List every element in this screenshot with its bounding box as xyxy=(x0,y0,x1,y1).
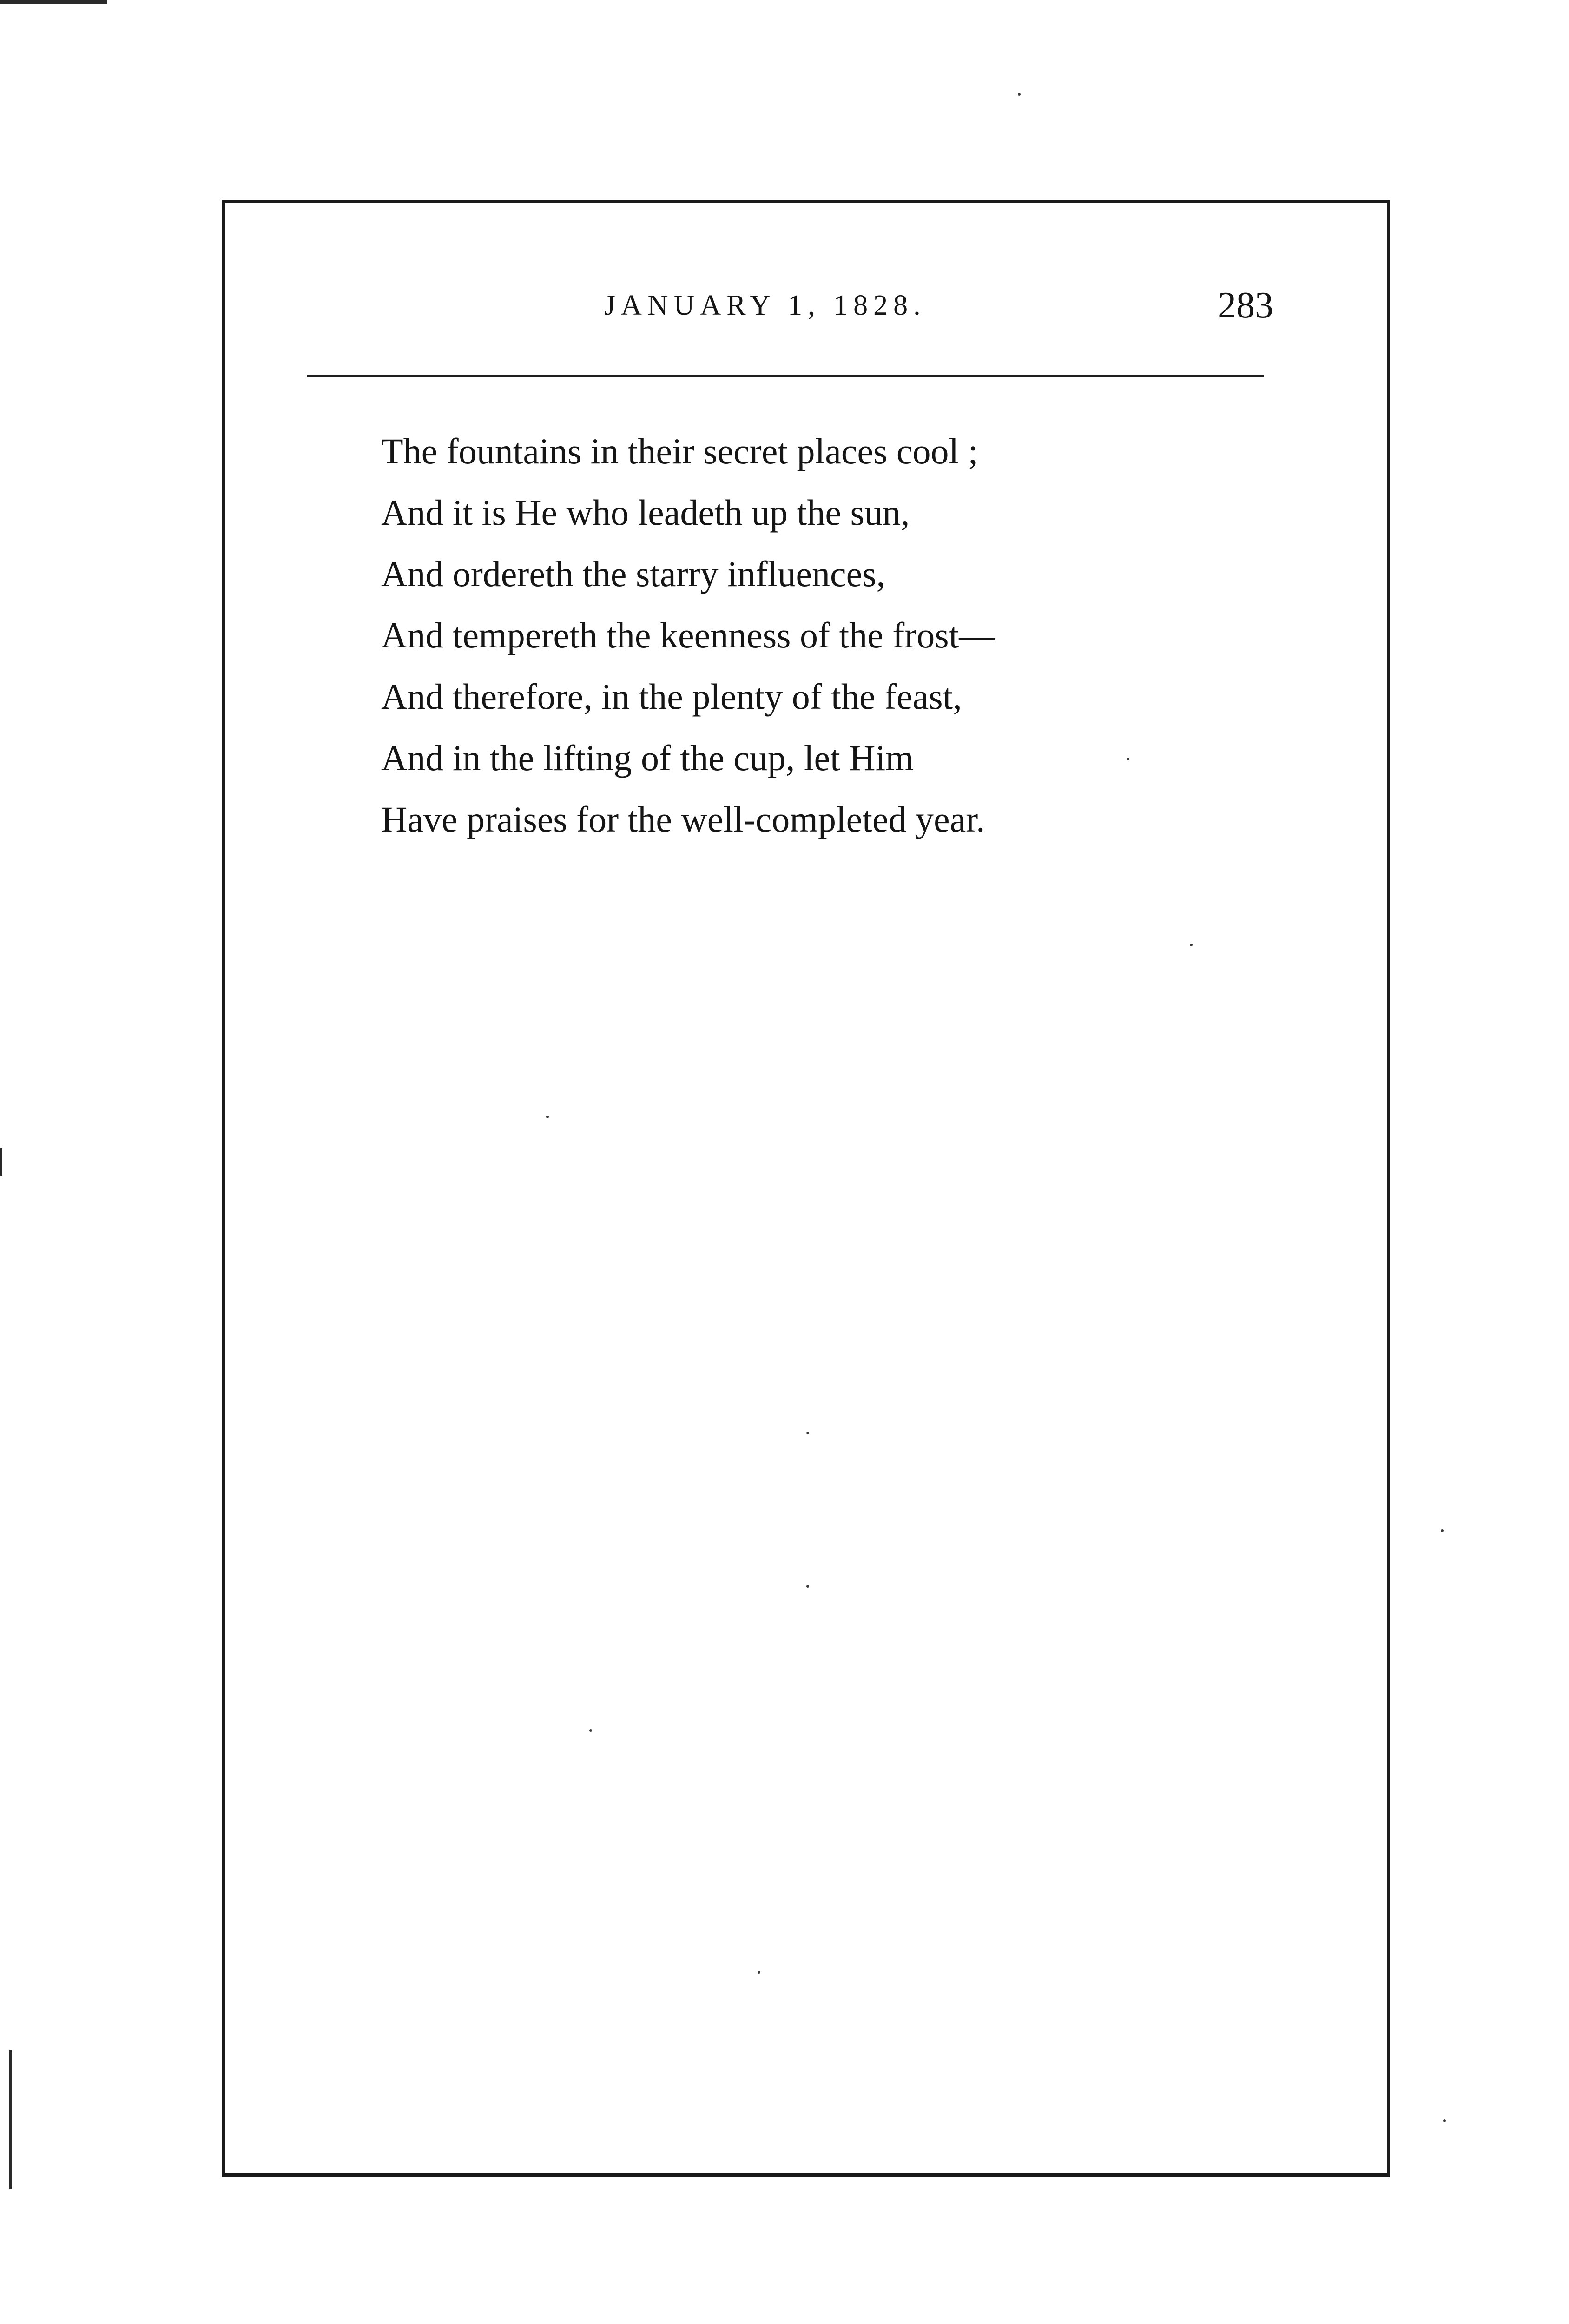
header-rule xyxy=(307,375,1264,377)
running-head xyxy=(0,279,1569,335)
poem-line: And therefore, in the plenty of the feast, xyxy=(381,676,962,717)
page-number: 283 xyxy=(1218,285,1273,326)
scan-speck xyxy=(806,1432,809,1434)
scan-edge-mark xyxy=(0,1148,2,1176)
scan-speck xyxy=(1018,93,1021,96)
scan-speck xyxy=(1443,2119,1446,2122)
scan-speck xyxy=(546,1116,549,1118)
poem-line: And ordereth the starry influences, xyxy=(381,554,886,594)
scan-speck xyxy=(806,1585,809,1588)
scan-speck xyxy=(589,1729,592,1732)
poem-line: And in the lifting of the cup, let Him xyxy=(381,738,914,778)
scan-edge-mark xyxy=(9,2050,12,2189)
scan-edge-mark xyxy=(0,0,107,4)
poem-line: And it is He who leadeth up the sun, xyxy=(381,492,910,533)
poem-text xyxy=(381,421,1264,850)
scan-speck xyxy=(1190,944,1193,946)
poem-line: And tempereth the keenness of the frost— xyxy=(381,615,995,655)
poem-line: The fountains in their secret places cool ; xyxy=(381,431,978,471)
scan-speck xyxy=(1441,1529,1444,1532)
scan-speck xyxy=(758,1971,760,1974)
running-title: JANUARY 1, 1828. xyxy=(604,290,926,321)
scan-speck xyxy=(1127,758,1129,760)
poem-line: Have praises for the well-completed year. xyxy=(381,799,985,839)
